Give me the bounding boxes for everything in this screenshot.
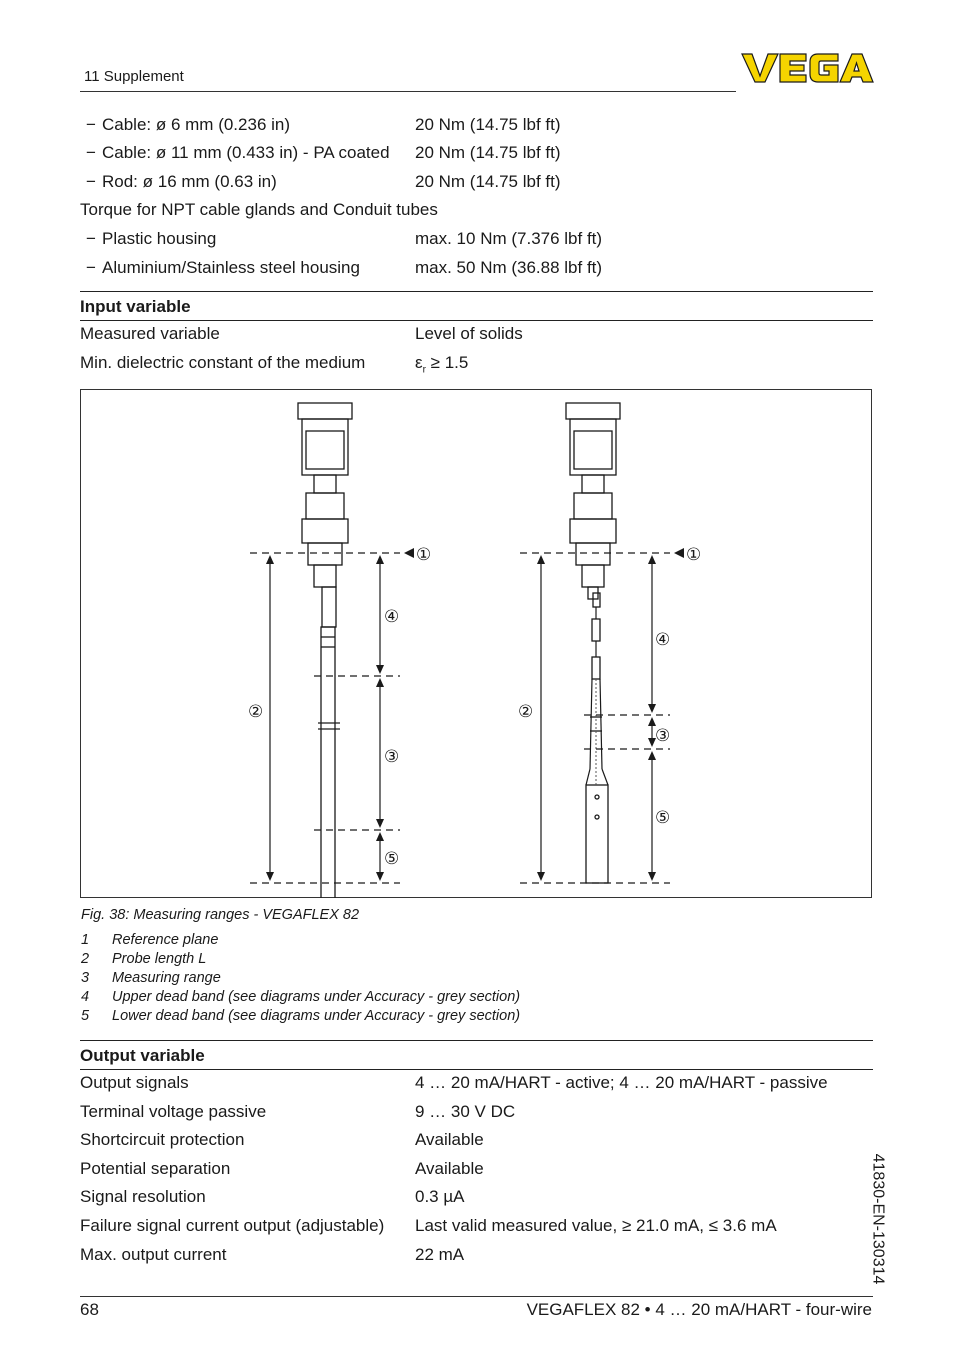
- output-row-value: 0.3 µA: [415, 1187, 465, 1206]
- output-row-value: 9 … 30 V DC: [415, 1102, 516, 1121]
- marker-3-right: ③: [655, 726, 671, 746]
- marker-4-right: ④: [655, 630, 671, 650]
- legend-text: Measuring range: [112, 970, 221, 986]
- legend-number: 5: [81, 1008, 90, 1024]
- section-rule: [80, 1040, 873, 1041]
- output-row-value: Available: [415, 1159, 484, 1178]
- marker-3-left: ③: [384, 747, 400, 767]
- legend-number: 4: [81, 989, 90, 1005]
- output-row-value: Available: [415, 1130, 484, 1149]
- output-row-label: Signal resolution: [80, 1187, 206, 1206]
- marker-4-left: ④: [384, 607, 400, 627]
- input-row-value: Level of solids: [415, 324, 523, 343]
- input-row-label: Min. dielectric constant of the medium: [80, 353, 366, 372]
- marker-1-right: ①: [686, 545, 702, 565]
- npt-heading: Torque for NPT cable glands and Conduit tubes: [80, 200, 438, 219]
- legend-text: Upper dead band (see diagrams under Accuracy - grey section): [112, 989, 521, 1005]
- output-row-value: 4 … 20 mA/HART - active; 4 … 20 mA/HART - passive: [415, 1073, 828, 1092]
- vega-logo: [740, 50, 874, 86]
- npt-row-value: max. 50 Nm (36.88 lbf ft): [415, 258, 603, 277]
- marker-2-right: ②: [518, 702, 534, 722]
- output-row-label: Shortcircuit protection: [80, 1130, 245, 1149]
- input-row-label: Measured variable: [80, 324, 220, 343]
- legend-text: Lower dead band (see diagrams under Accuracy - grey section): [112, 1008, 521, 1024]
- header-rule: [80, 91, 736, 92]
- figure-caption: Fig. 38: Measuring ranges - VEGAFLEX 82: [81, 907, 360, 923]
- output-variable-title: Output variable: [80, 1046, 205, 1065]
- footer-title: VEGAFLEX 82 • 4 … 20 mA/HART - four-wire: [526, 1300, 872, 1319]
- torque-row-value: 20 Nm (14.75 lbf ft): [415, 115, 561, 134]
- section-rule: [80, 1069, 873, 1070]
- output-row-label: Terminal voltage passive: [80, 1102, 267, 1121]
- torque-row-value: 20 Nm (14.75 lbf ft): [415, 143, 561, 162]
- legend-text: Reference plane: [112, 932, 219, 948]
- marker-1-left: ①: [416, 545, 432, 565]
- torque-row-label: − Cable: ø 6 mm (0.236 in): [86, 115, 291, 134]
- output-row-label: Output signals: [80, 1073, 189, 1092]
- marker-5-left: ⑤: [384, 849, 400, 869]
- output-row-value: Last valid measured value, ≥ 21.0 mA, ≤ 3.6 mA: [415, 1216, 777, 1235]
- torque-row-label: − Rod: ø 16 mm (0.63 in): [86, 172, 277, 191]
- legend-number: 1: [81, 932, 90, 948]
- document-id: 41830-EN-130314: [869, 1153, 887, 1285]
- legend-text: Probe length L: [112, 951, 207, 967]
- header-section-title: 11 Supplement: [84, 68, 184, 85]
- marker-2-left: ②: [248, 702, 264, 722]
- output-row-label: Potential separation: [80, 1159, 231, 1178]
- npt-row-label: − Plastic housing: [86, 229, 217, 248]
- npt-row-label: − Aluminium/Stainless steel housing: [86, 258, 360, 277]
- output-row-label: Max. output current: [80, 1245, 227, 1264]
- input-variable-title: Input variable: [80, 297, 191, 316]
- torque-row-label: − Cable: ø 11 mm (0.433 in) - PA coated: [86, 143, 390, 162]
- npt-row-value: max. 10 Nm (7.376 lbf ft): [415, 229, 603, 248]
- page-number: 68: [80, 1300, 99, 1319]
- marker-5-right: ⑤: [655, 808, 671, 828]
- section-rule: [80, 291, 873, 292]
- torque-row-value: 20 Nm (14.75 lbf ft): [415, 172, 561, 191]
- section-rule: [80, 320, 873, 321]
- dielectric-value: $\varepsilon_r \ge 1.5$: [415, 353, 469, 376]
- footer-rule: [80, 1296, 873, 1297]
- measuring-range-diagram: [80, 389, 872, 898]
- legend-number: 2: [81, 951, 90, 967]
- legend-number: 3: [81, 970, 90, 986]
- output-row-label: Failure signal current output (adjustable): [80, 1216, 385, 1235]
- output-row-value: 22 mA: [415, 1245, 465, 1264]
